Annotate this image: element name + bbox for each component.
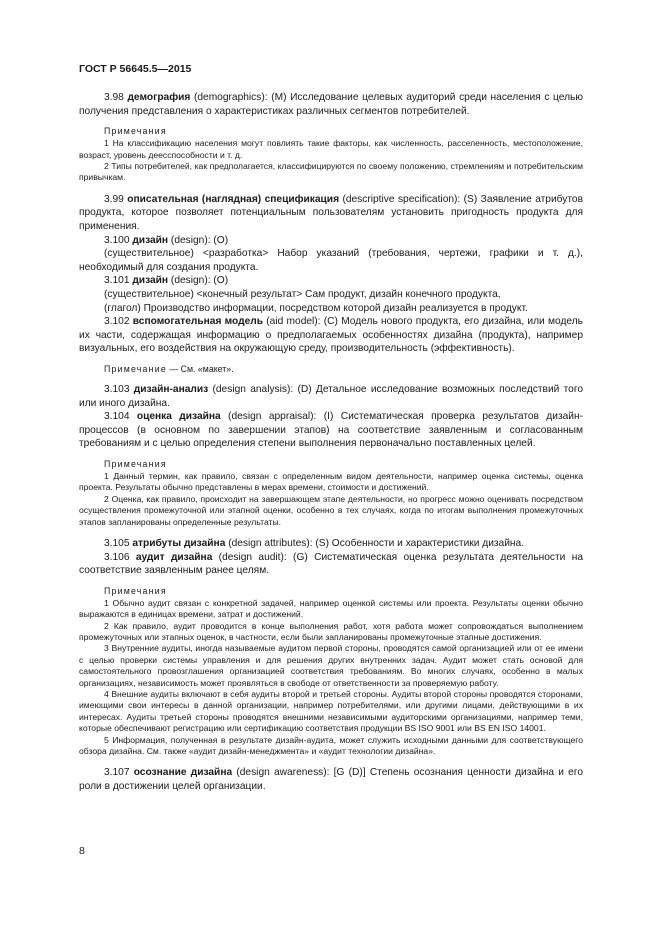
note-label: Примечание: [104, 363, 167, 374]
note-item: 5 Информация, полученная в результате дизайн-аудита, может служить исходными данными для соответствующего обзора дизайна. См. также «аудит дизайн-менеджмента» и «аудит технологии дизайна».: [79, 734, 583, 756]
entry-definition: (design): (O): [168, 234, 229, 246]
entry-number: 3.101: [104, 275, 130, 287]
entry-definition: (design): (O): [168, 275, 229, 287]
notes-heading: Примечания: [104, 458, 167, 469]
note-text: — См. «макет».: [166, 363, 234, 374]
entry-3-104: [79, 410, 583, 451]
notes-heading: Примечания: [104, 585, 167, 596]
entry-number: 3.106: [104, 551, 130, 563]
page-number: 8: [79, 845, 85, 857]
note-item: 1 Обычно аудит связан с конкретной задачей, например оценкой системы или проекта. Результаты оценки обычно выражаются в единицах времени, затрат и достижений.: [79, 597, 583, 620]
entry-definition: (design analysis): (D) Детальное исследование возможных последствий того или иного дизайна.: [79, 383, 583, 409]
document-body: [79, 91, 583, 794]
entry-3-98: [79, 91, 583, 118]
note-item: 1 На классификацию населения могут повлиять такие факторы, как численность, расселенность, местоположение, возраст, уровень деесспособности и т. д.: [79, 138, 583, 160]
entry-number: 3.105: [104, 537, 130, 549]
notes-heading: Примечания: [104, 126, 167, 137]
entry-term: оценка дизайна: [136, 411, 221, 423]
entry-definition: (design appraisal): (I) Систематическая проверка результатов дизайн-процессов (в основном по завершении этапов) на соответствие заявленным и согласованным требованиям и с целью определения степени выполнения первоначально поставленных целей.: [79, 411, 583, 450]
entry-sense: (глагол) Производство информации, посредством которой дизайн реализуется в продукт.: [104, 302, 528, 314]
entry-term: описательная (наглядная) спецификация: [127, 193, 340, 205]
entry-3-103: [79, 383, 583, 410]
note-item: 1 Данный термин, как правило, связан с определенным видом деятельности, например оценка системы, оценка проекта. Результаты обычно представлены в мерах времени, стоимости и достижений.: [79, 470, 583, 493]
entry-number: 3.100: [104, 234, 130, 246]
entry-definition: (design attributes): (S) Особенности и характеристики дизайна.: [225, 537, 525, 549]
note-item: 4 Внешние аудиты включают в себя аудиты второй и третьей стороны. Аудиты второй стороны проводятся сторонами, имеющими свои интересы в данной организации, например потребителями, или другими лицами, действующими в их интересах. Аудиты третьей стороны проводятся внешними независимыми аудиторскими организациями, например теми, которые обеспечивают регистрацию или сертификацию соответствия продукции BS ISO 9001 или BS EN ISO 14001.: [79, 688, 583, 734]
entry-number: 3.102: [104, 316, 130, 328]
entry-term: атрибуты дизайна: [132, 537, 226, 549]
entry-3-99: [79, 193, 583, 234]
entry-number: 3.98: [104, 92, 124, 103]
entry-3-102: [79, 315, 583, 356]
entry-number: 3.103: [104, 383, 130, 395]
note-item: 2 Типы потребителей, как предполагается, классифицируются по своему положению, стремлениям и потребительским привычкам.: [79, 161, 583, 183]
note-item: 3 Внутренние аудиты, иногда называемые аудитом первой стороны, проводятся самой организацией или от ее имени с целью проверки системы управления и для решения других внутренних задач. Аудит может стать основой для самостоятельного провозглашения организацией соответствия требованиям. Во многих случаях, особенно в малых организациях, независимость может проявляться в свободе от ответственности за проверяемую работу.: [79, 643, 583, 688]
entry-3-106: [79, 551, 583, 578]
entry-3-107: [79, 766, 583, 793]
entry-term: дизайн: [132, 234, 169, 246]
entry-term: демография: [127, 92, 191, 103]
entry-number: 3.104: [104, 411, 130, 423]
entry-3-101: [79, 274, 583, 288]
entry-term: дизайн-анализ: [133, 383, 209, 395]
entry-definition: (aid model): (C) Модель нового продукта, его дизайна, или модель их части, содержащая информацию о предполагаемых особенностях дизайна (продукта), например визуальных, его воздействия на окружающую среду, производительность (эффективность).: [79, 316, 583, 355]
note-item: 2 Как правило, аудит проводится в конце выполнения работ, хотя работа может сопровождаться выполнением промежуточных или этапных оценок, в частности, если были запланированы промежуточные этапные достижения.: [79, 620, 583, 642]
entry-definition: (design audit): (G) Систематическая оценка результата деятельности на соответствие заявленным ранее целям.: [79, 551, 583, 577]
entry-definition: (descriptive specification): (S) Заявление атрибутов продукта, которое позволяет потенциальным пользователям установить пригодность продукта для применения.: [79, 193, 583, 232]
entry-sense: (существительное) <разработка> Набор указаний (требования, чертежи, графики и т. д.), необходимый для создания продукта.: [79, 248, 583, 273]
single-note: [104, 364, 583, 374]
note-item: 2 Оценка, как правило, происходит на завершающем этапе деятельности, но прогресс можно оценивать посредством осуществления промежуточной или этапной оценки, особенно в тех случаях, когда по итогам выполнения промежуточных этапов запланированы определенные результаты.: [79, 493, 583, 527]
entry-term: вспомогательная модель: [132, 316, 264, 328]
entry-number: 3.99: [104, 193, 124, 205]
entry-number: 3.107: [104, 767, 130, 779]
entry-sense: (существительное) <конечный результат> Сам продукт, дизайн конечного продукта,: [104, 288, 501, 300]
entry-3-100: [79, 234, 583, 248]
entry-definition: (design awareness): [G (D)] Степень осознания ценности дизайна и его роли в достижении целей организации.: [79, 767, 583, 792]
entry-term: дизайн: [132, 275, 169, 287]
entry-term: аудит дизайна: [135, 551, 213, 563]
entry-term: осознание дизайна: [133, 767, 233, 779]
entry-3-105: [79, 537, 583, 551]
document-header: ГОСТ Р 56645.5—2015: [79, 63, 192, 75]
entry-definition: (demographics): (M) Исследование целевых аудиторий среди населения с целью получения представления о характеристиках различных сегментов потребителей.: [79, 92, 583, 117]
